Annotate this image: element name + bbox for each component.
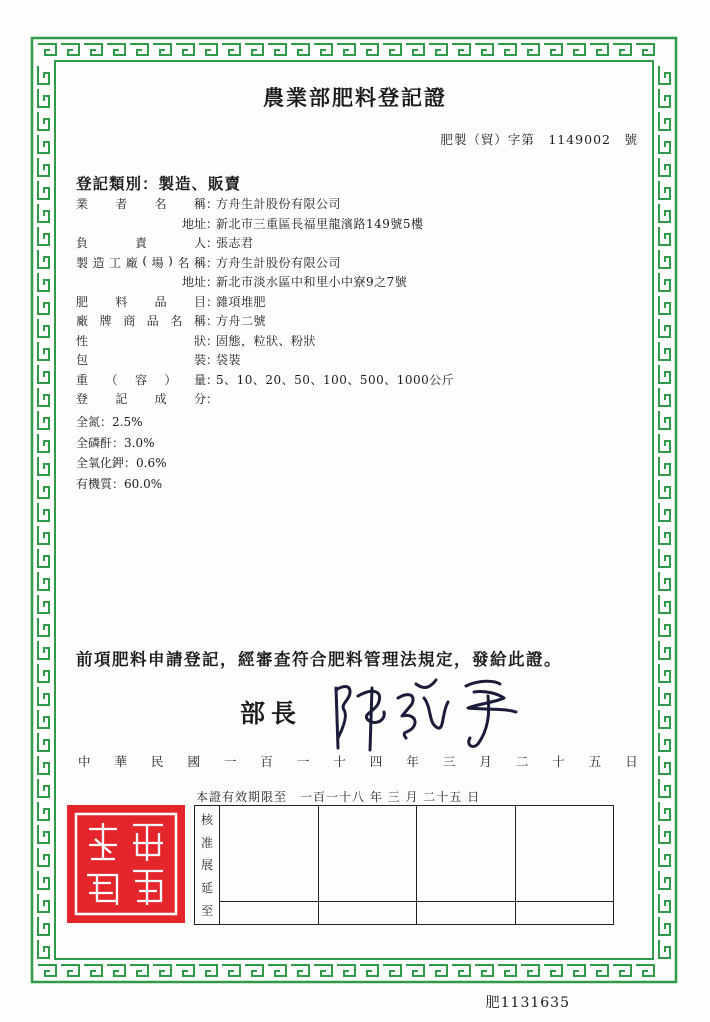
field-row: [76, 350, 596, 370]
date-char: 中: [78, 754, 91, 769]
field-label: 業 者 名 稱: [76, 197, 206, 212]
date-char: 一: [296, 754, 310, 769]
official-seal: [67, 805, 185, 923]
registration-fields: [76, 194, 596, 409]
date-char: 國: [187, 754, 200, 769]
field-label: 重 （ 容 ） 量: [76, 372, 206, 387]
field-value: 袋裝: [216, 353, 242, 368]
date-char: 五: [588, 754, 602, 769]
date-char: 華: [114, 754, 127, 769]
extension-table: [194, 805, 614, 925]
field-colon: ：: [206, 314, 219, 329]
extension-label: [195, 806, 220, 924]
date-char: 四: [369, 754, 383, 769]
extension-label-char: 展: [200, 858, 213, 873]
extension-cell: [319, 806, 418, 924]
field-row: [76, 272, 596, 292]
date-char: 一: [223, 754, 237, 769]
field-label: 性 狀: [76, 333, 206, 348]
extension-cell: [417, 806, 516, 924]
field-colon: ：: [206, 236, 219, 251]
nutrient-item: 全氮：2.5%: [76, 415, 143, 429]
field-colon: ：: [206, 275, 219, 290]
nutrient-item: 全氧化鉀：0.6%: [76, 456, 167, 470]
field-row: [76, 253, 596, 273]
registration-category: 登記類別：製造、販賣: [76, 174, 242, 193]
nutrient-item: 有機質：60.0%: [76, 476, 163, 491]
field-label: 肥 料 品 目: [76, 294, 206, 309]
field-label: 登 記 成 分: [76, 392, 206, 407]
certificate-number: 肥製（貿）字第 1149002 號: [440, 132, 638, 147]
date-char: 百: [260, 754, 273, 769]
field-colon: ：: [206, 392, 219, 407]
extension-label-char: 核: [200, 812, 213, 827]
field-value: 新北市淡水區中和里小中寮9之7號: [216, 275, 408, 290]
field-value: 方舟生計股份有限公司: [216, 255, 342, 270]
declaration-text: 前項肥料申請登記，經審查符合肥料管理法規定，發給此證。: [76, 650, 562, 669]
date-char: 日: [625, 754, 638, 769]
field-row: [76, 292, 596, 312]
field-colon: ：: [206, 333, 219, 348]
issue-date: [78, 752, 638, 770]
field-value: 固態，粒狀、粉狀: [216, 333, 317, 348]
field-label: 地址: [181, 275, 206, 290]
field-row: [76, 311, 596, 331]
field-row: [76, 389, 596, 409]
minister-signature: [328, 668, 538, 758]
field-colon: ：: [206, 353, 219, 368]
date-char: 民: [150, 754, 164, 769]
minister-label: 部長: [240, 699, 303, 728]
field-row: [76, 233, 596, 253]
extension-label-char: 延: [200, 881, 213, 896]
date-char: 月: [479, 754, 492, 769]
field-value: 5、10、20、50、100、500、1000公斤: [216, 372, 455, 387]
date-char: 十: [552, 754, 565, 769]
date-char: 三: [442, 754, 456, 769]
field-colon: ：: [206, 294, 219, 309]
field-row: [76, 214, 596, 234]
nutrient-list: [76, 412, 167, 494]
field-label: 製 造 工 廠 ( 場 ) 名 稱: [76, 253, 206, 270]
field-row: [76, 370, 596, 390]
date-char: 二: [515, 754, 529, 769]
field-colon: ：: [206, 255, 219, 270]
validity-date: 本證有效期限至 一百一十八 年 三 月 二十五 日: [196, 790, 481, 804]
field-row: [76, 331, 596, 351]
field-value: 方舟生計股份有限公司: [216, 197, 342, 212]
serial-number: 肥1131635: [485, 995, 570, 1011]
date-char: 年: [406, 754, 419, 769]
extension-cell: [220, 806, 319, 924]
field-colon: ：: [206, 197, 219, 212]
field-label: 包 裝: [76, 353, 206, 368]
extension-label-char: 至: [200, 904, 213, 919]
certificate-title: 農業部肥料登記證: [263, 85, 447, 110]
field-value: 雜項堆肥: [216, 294, 267, 309]
extension-label-char: 准: [200, 835, 213, 850]
field-label: 廠 牌 商 品 名 稱: [76, 314, 206, 329]
field-label: 地址: [181, 216, 206, 231]
extension-cell: [516, 806, 614, 924]
field-colon: ：: [206, 372, 219, 387]
date-char: 十: [333, 754, 346, 769]
field-row: [76, 194, 596, 214]
field-value: 張志君: [216, 236, 254, 251]
field-colon: ：: [206, 216, 219, 231]
field-value: 方舟二號: [216, 314, 267, 329]
field-value: 新北市三重區長福里龍濱路149號5樓: [216, 216, 424, 231]
nutrient-item: 全磷酐：3.0%: [76, 435, 155, 450]
field-label: 負 責 人: [76, 236, 206, 251]
